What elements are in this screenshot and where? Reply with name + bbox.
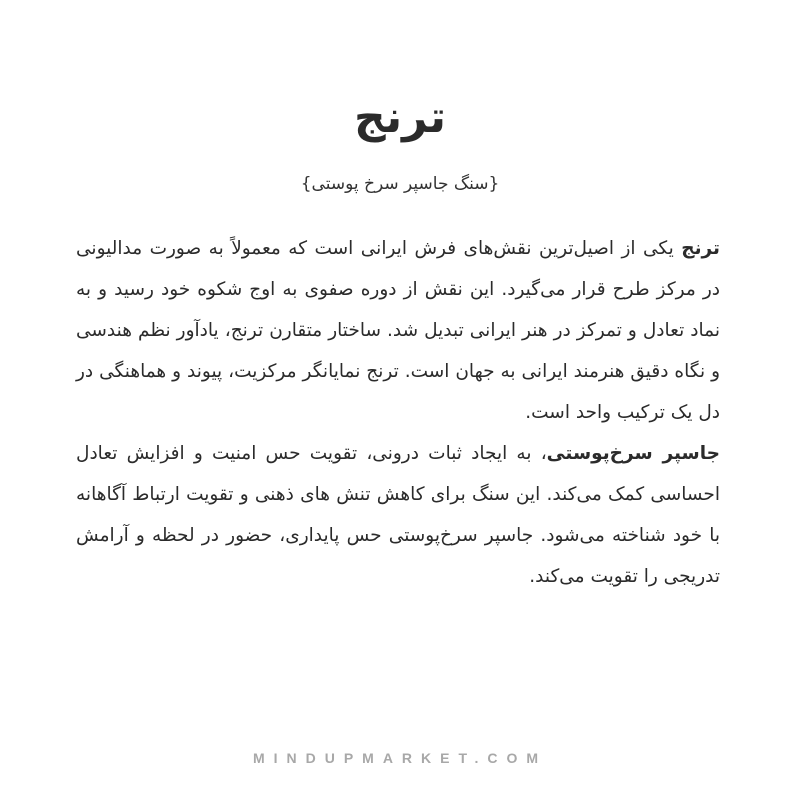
page-subtitle: {سنگ جاسپر سرخ پوستی} — [300, 174, 500, 194]
paragraph-toranj-text: یکی از اصیل‌ترین نقش‌های فرش ایرانی است که معمولاً به صورت مدالیونی در مرکز طرح قرار می‌گیرد. این نقش از دوره صفوی به اوج شکوه خود رسید و به نماد تعادل و تمرکز در هنر ایرانی تبدیل شد. ساختار متقارن ترنج، یادآور نظم هندسی و نگاه دقیق هنرمند ایرانی به جهان است. ترنج نمایانگر مرکزیت، پیوند و هماهنگی در دل یک ترکیب واحد است. — [76, 238, 720, 423]
body-text — [76, 228, 720, 597]
paragraph-jasper-lead: جاسپر سرخ‌پوستی — [546, 443, 720, 464]
page-title: ترنج — [353, 92, 447, 143]
paragraph-jasper-text: ، به ایجاد ثبات درونی، تقویت حس امنیت و افزایش تعادل احساسی کمک می‌کند. این سنگ برای کاهش تنش های ذهنی و تقویت ارتباط آگاهانه با خود شناخته می‌شود. جاسپر سرخ‌پوستی حس پایداری، حضور در لحظه و آرامش تدریجی را تقویت می‌کند. — [76, 443, 720, 587]
paragraph-toranj — [76, 228, 720, 433]
footer-website: MINDUPMARKET.COM — [252, 750, 548, 766]
paragraph-jasper — [76, 433, 720, 597]
paragraph-toranj-lead: ترنج — [681, 238, 720, 259]
